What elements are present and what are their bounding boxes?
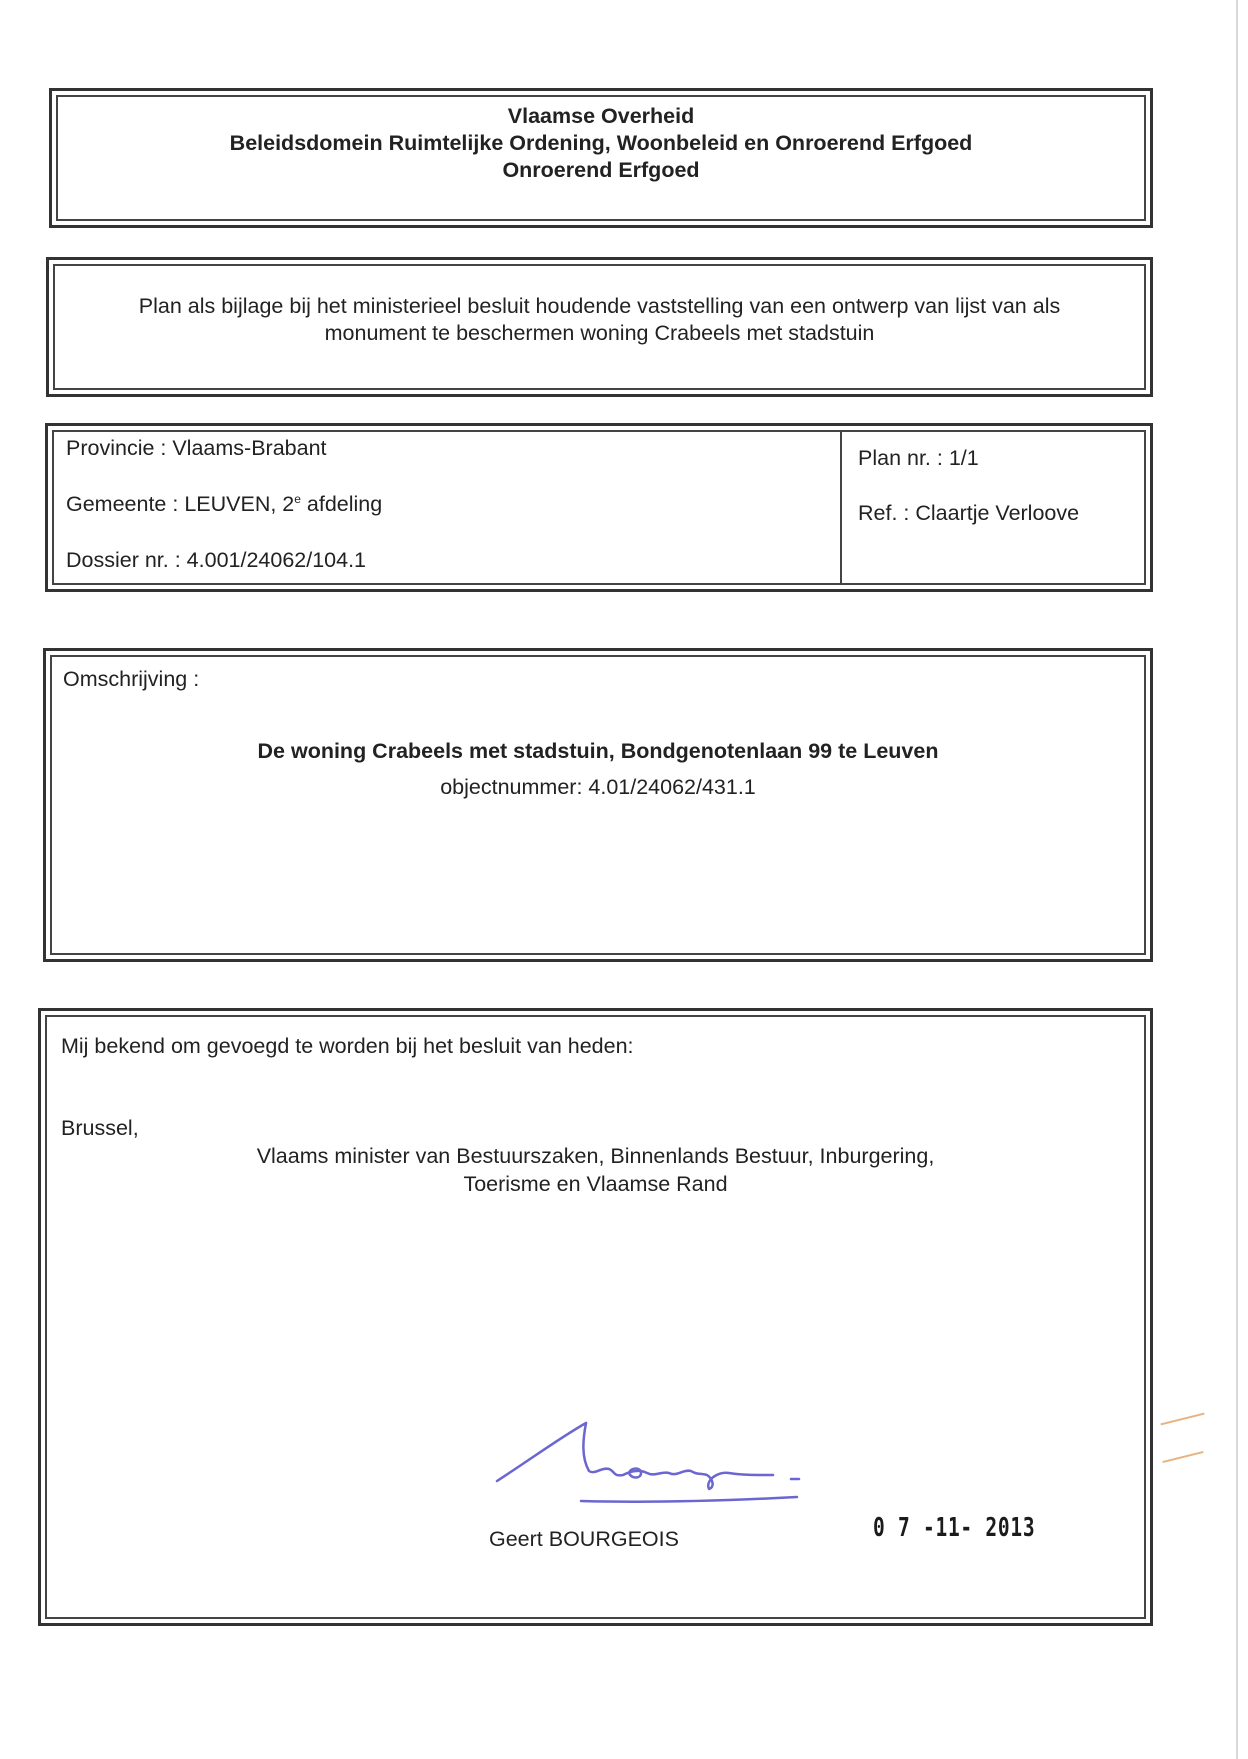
plan-number-field: Plan nr. : 1/1 [858, 446, 979, 470]
plan-title-line-2: monument te beschermen woning Crabeels met stadstuin [324, 321, 875, 345]
place-label: Brussel, [61, 1116, 139, 1140]
description-label: Omschrijving : [63, 667, 200, 691]
margin-mark-1 [1160, 1413, 1204, 1426]
header-line-1: Vlaamse Overheid [507, 104, 695, 128]
signature-icon [491, 1409, 911, 1519]
plan-title-line-1: Plan als bijlage bij het ministerieel besluit houdende vaststelling van een ontwerp van lijst van als [138, 294, 1061, 318]
gemeente-superscript: e [294, 491, 301, 506]
description-title: De woning Crabeels met stadstuin, Bondgenotenlaan 99 te Leuven [257, 739, 939, 763]
minister-title-line-2: Toerisme en Vlaamse Rand [463, 1172, 728, 1196]
date-stamp: 0 7 -11- 2013 [873, 1513, 1036, 1543]
header-line-2: Beleidsdomein Ruimtelijke Ordening, Woonbeleid en Onroerend Erfgoed [229, 131, 973, 155]
page-edge [1236, 0, 1238, 1759]
dossier-field: Dossier nr. : 4.001/24062/104.1 [66, 548, 367, 572]
minister-title-line-1: Vlaams minister van Bestuurszaken, Binnenlands Bestuur, Inburgering, [256, 1144, 935, 1168]
approval-statement: Mij bekend om gevoegd te worden bij het besluit van heden: [61, 1034, 634, 1058]
approval-box [38, 1008, 1153, 1626]
description-box-inner-border [50, 655, 1146, 955]
info-box [45, 423, 1153, 592]
reference-field: Ref. : Claartje Verloove [858, 501, 1080, 525]
header-box [49, 88, 1153, 228]
gemeente-prefix: Gemeente : LEUVEN, 2 [66, 492, 295, 516]
header-line-3: Onroerend Erfgoed [502, 158, 700, 182]
signatory-name: Geert BOURGEOIS [489, 1527, 679, 1551]
object-number: objectnummer: 4.01/24062/431.1 [440, 775, 756, 799]
description-box [43, 648, 1153, 962]
plan-title-box [46, 257, 1153, 397]
margin-mark-2 [1162, 1451, 1203, 1463]
provincie-field: Provincie : Vlaams-Brabant [66, 436, 327, 460]
info-box-divider [840, 432, 842, 583]
gemeente-suffix: afdeling [300, 492, 383, 516]
gemeente-field [66, 491, 383, 516]
